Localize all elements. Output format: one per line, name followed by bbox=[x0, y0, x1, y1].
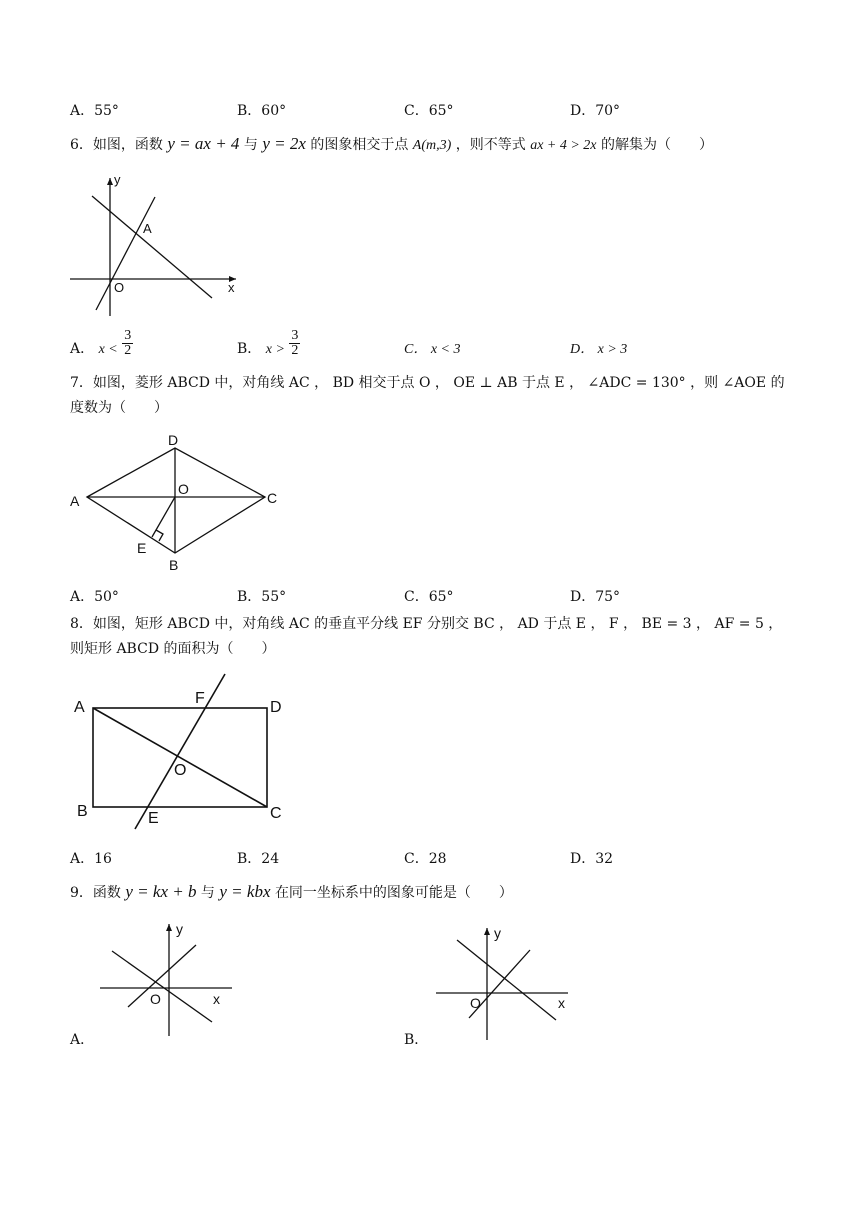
q8-label-o: O bbox=[174, 762, 187, 779]
q6-point-a-label: A bbox=[143, 221, 152, 236]
q6-x-label: x bbox=[228, 280, 235, 295]
q5-option-a: A．55° bbox=[70, 103, 119, 119]
q5-option-b: B．60° bbox=[237, 103, 287, 119]
q7-label-d: D bbox=[168, 432, 179, 448]
q6-option-c: C． x < 3 bbox=[404, 342, 461, 357]
q7-stem-line2: 度数为（ ） bbox=[70, 400, 168, 416]
q6-y-label: y bbox=[114, 172, 121, 187]
q7-stem-line1: 7．如图，菱形 ABCD 中，对角线 AC ， BD 相交于点 O ， OE ⊥ AB 于点 E ， ∠ADC = 130° ，则 ∠AOE 的 bbox=[70, 375, 785, 391]
q8-label-a: A bbox=[74, 699, 85, 716]
q9a-y-label: y bbox=[176, 921, 183, 937]
q9a-x-label: x bbox=[213, 991, 220, 1007]
q7-option-c: C．65° bbox=[404, 589, 454, 605]
q9a-origin-label: O bbox=[150, 991, 161, 1007]
q9-stem-mid: 与 bbox=[200, 885, 215, 901]
q8-option-b: B．24 bbox=[237, 851, 280, 867]
q7-label-e: E bbox=[137, 540, 147, 556]
q7-label-o: O bbox=[178, 481, 189, 497]
q6-stem-prefix: 6．如图，函数 bbox=[70, 137, 163, 153]
q6-option-b-expr: x > bbox=[265, 342, 285, 357]
q7-label-c: C bbox=[267, 490, 278, 506]
q9-stem-suffix: 在同一坐标系中的图象可能是（ ） bbox=[274, 885, 513, 901]
q6-stem-suffix: 的解集为（ ） bbox=[600, 137, 713, 153]
q6-function-2: y = 2x bbox=[262, 134, 306, 153]
q9b-origin-label: O bbox=[470, 995, 481, 1011]
q8-stem-line1: 8．如图，矩形 ABCD 中，对角线 AC 的垂直平分线 EF 分别交 BC ， AD 于点 E ， F ， BE = 3 ， AF = 5 ， bbox=[70, 616, 783, 632]
q9b-y-label: y bbox=[494, 925, 501, 941]
q9-option-a-label: A． bbox=[70, 1032, 95, 1048]
q8-stem-line2: 则矩形 ABCD 的面积为（ ） bbox=[70, 641, 276, 657]
q9-function-1: y = kx + b bbox=[125, 882, 197, 901]
q6-stem-mid: 与 bbox=[243, 137, 258, 153]
q6-stem-mid3: ，则不等式 bbox=[455, 137, 526, 153]
q8-label-c: C bbox=[270, 805, 282, 822]
q6-function-1: y = ax + 4 bbox=[167, 134, 240, 153]
q6-origin-label: O bbox=[114, 280, 125, 295]
q7-label-a: A bbox=[70, 493, 80, 509]
q8-option-d: D．32 bbox=[570, 851, 614, 867]
q7-option-d: D．75° bbox=[570, 589, 621, 605]
q7-option-b: B．55° bbox=[237, 589, 287, 605]
q9-option-b-label: B． bbox=[404, 1032, 429, 1048]
q8-label-e: E bbox=[148, 810, 159, 827]
q6-option-a-expr: x < bbox=[98, 342, 118, 357]
q8-option-a: A．16 bbox=[70, 851, 112, 867]
q9b-x-label: x bbox=[558, 995, 565, 1011]
q8-label-d: D bbox=[270, 699, 282, 716]
q6-option-b-numerator: 3 bbox=[291, 327, 299, 343]
q8-label-b: B bbox=[77, 803, 88, 820]
q8-option-c: C．28 bbox=[404, 851, 447, 867]
q6-option-b-label: B． bbox=[237, 341, 262, 357]
q6-option-a-numerator: 3 bbox=[124, 327, 132, 343]
q6-option-d: D． x > 3 bbox=[570, 342, 628, 357]
q6-point: A(m,3) bbox=[412, 138, 452, 153]
q8-label-f: F bbox=[195, 690, 205, 707]
q6-option-b-denominator: 2 bbox=[291, 342, 299, 358]
q6-option-a-denominator: 2 bbox=[124, 342, 132, 358]
q5-option-d: D．70° bbox=[570, 103, 621, 119]
q9-stem-prefix: 9．函数 bbox=[70, 885, 121, 901]
q6-stem-mid2: 的图象相交于点 bbox=[310, 137, 409, 153]
q6-option-a-label: A． bbox=[70, 341, 95, 357]
q6-inequality: ax + 4 > 2x bbox=[530, 138, 597, 153]
q7-label-b: B bbox=[169, 557, 179, 573]
q9-function-2: y = kbx bbox=[219, 882, 271, 901]
q5-option-c: C．65° bbox=[404, 103, 454, 119]
q7-option-a: A．50° bbox=[70, 589, 119, 605]
